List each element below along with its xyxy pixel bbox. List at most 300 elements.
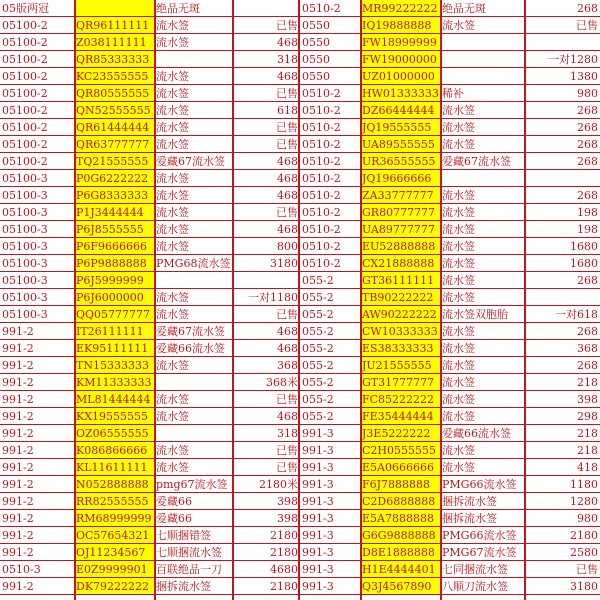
- description-cell: PMG67流水签: [442, 546, 517, 559]
- price-cell: 398: [277, 512, 298, 525]
- table-row: [0, 510, 600, 527]
- series-cell: 055-2: [302, 393, 334, 406]
- series-cell: 05100-3: [2, 240, 48, 253]
- price-cell: 2180: [570, 529, 598, 542]
- table-row: [0, 221, 600, 238]
- series-cell: 05100-3: [2, 308, 48, 321]
- price-cell: 218: [577, 427, 598, 440]
- description-cell: 流水签: [442, 138, 475, 151]
- serial-number-cell: E5A0666666: [360, 459, 440, 476]
- table-row: [0, 493, 600, 510]
- serial-number-cell: TN15333333: [74, 357, 154, 374]
- serial-number-cell: P6J6000000: [74, 289, 154, 306]
- price-cell: 268: [577, 359, 598, 372]
- price-cell: 已售: [276, 308, 298, 321]
- description-cell: 流水签: [442, 19, 475, 32]
- description-cell: 绝品无斑: [442, 2, 486, 15]
- price-cell: 198: [577, 206, 598, 219]
- price-cell: 800: [277, 240, 298, 253]
- serial-number-cell: [74, 0, 154, 17]
- description-cell: 爱藏66: [156, 512, 192, 525]
- price-cell: 3180: [570, 580, 598, 593]
- table-row: [0, 204, 600, 221]
- price-cell: 468: [277, 70, 298, 83]
- price-cell: 468: [277, 155, 298, 168]
- price-cell: [232, 272, 300, 289]
- series-cell: 05100-2: [2, 121, 48, 134]
- serial-number-cell: QN52555555: [74, 102, 154, 119]
- column-divider: [440, 0, 442, 600]
- serial-number-cell: Q3J4567890: [360, 578, 440, 595]
- serial-number-cell: QR85333333: [74, 51, 154, 68]
- description-cell: 流水签: [156, 121, 189, 134]
- series-cell: 991-2: [2, 410, 34, 423]
- price-cell: 218: [577, 376, 598, 389]
- series-cell: 05100-3: [2, 172, 48, 185]
- description-cell: 流水签: [156, 138, 189, 151]
- series-cell: 05100-2: [2, 19, 48, 32]
- serial-number-cell: OZ06555555: [74, 425, 154, 442]
- price-cell: 4680: [270, 563, 298, 576]
- serial-number-cell: FW19000000: [360, 51, 440, 68]
- row-divider: [0, 594, 600, 595]
- serial-number-cell: UR36555555: [360, 153, 440, 170]
- description-cell: 流水签: [156, 172, 189, 185]
- price-cell: 已售: [276, 19, 298, 32]
- description-cell: 流水签: [442, 223, 475, 236]
- series-cell: 991-2: [2, 478, 34, 491]
- series-cell: 05100-2: [2, 70, 48, 83]
- serial-number-cell: HW01333333: [362, 87, 439, 100]
- price-cell: 468: [277, 189, 298, 202]
- table-row: [0, 85, 600, 102]
- serial-number-cell: P6P9888888: [74, 255, 154, 272]
- price-cell: 468: [277, 325, 298, 338]
- price-cell: 268: [577, 325, 598, 338]
- series-cell: 0550: [302, 19, 330, 32]
- price-cell: 318: [277, 427, 298, 440]
- table-row: [0, 68, 600, 85]
- price-cell: 268: [577, 2, 598, 15]
- price-cell: 368: [577, 342, 598, 355]
- table-row: [0, 17, 600, 34]
- series-cell: 0510-2: [302, 223, 341, 236]
- serial-number-cell: D8E1888888: [360, 544, 440, 561]
- description-cell: [440, 34, 524, 51]
- series-cell: 05100-2: [2, 87, 48, 100]
- table-row: [0, 272, 600, 289]
- description-cell: 百联绝品一刀: [156, 563, 222, 576]
- price-cell: 618: [277, 104, 298, 117]
- description-cell: 流水签: [156, 19, 189, 32]
- series-cell: 0510-2: [302, 104, 341, 117]
- series-cell: 0510-2: [302, 2, 341, 15]
- description-cell: 流水签: [156, 189, 189, 202]
- table-row: [0, 255, 600, 272]
- serial-number-cell: P6J8555555: [74, 221, 154, 238]
- description-cell: 爱藏67流水签: [156, 325, 225, 338]
- column-divider: [298, 0, 300, 600]
- serial-number-cell: P1J3444444: [74, 204, 154, 221]
- description-cell: 七顺捆流水签: [156, 546, 222, 559]
- table-row: [0, 306, 600, 323]
- description-cell: 捆拆流水签: [442, 495, 497, 508]
- table-row: [0, 34, 600, 51]
- description-cell: 七同捆流水签: [442, 563, 508, 576]
- price-cell: 268: [577, 189, 598, 202]
- table-row: [0, 527, 600, 544]
- price-cell: 318: [277, 53, 298, 66]
- description-cell: [440, 51, 524, 68]
- serial-number-cell: P6F9666666: [74, 238, 154, 255]
- serial-number-cell: EK95111111: [74, 340, 154, 357]
- price-cell: 1280: [570, 495, 598, 508]
- series-cell: 05100-3: [2, 189, 48, 202]
- serial-number-cell: KM11333333: [74, 374, 154, 391]
- price-cell: 368米: [266, 376, 298, 389]
- column-divider: [524, 0, 526, 600]
- table-row: [0, 136, 600, 153]
- series-cell: 991-2: [2, 546, 34, 559]
- description-cell: 流水签: [156, 461, 189, 474]
- table-row: [0, 340, 600, 357]
- series-cell: 0510-3: [2, 563, 41, 576]
- serial-number-cell: GT31777777: [360, 374, 440, 391]
- description-cell: [440, 170, 524, 187]
- description-cell: PMG66流水签: [442, 478, 517, 491]
- series-cell: 991-3: [302, 529, 334, 542]
- serial-number-cell: OJ11234567: [74, 544, 154, 561]
- description-cell: 流水签: [156, 70, 189, 83]
- description-cell: 流水签: [442, 325, 475, 338]
- serial-number-cell: P6J5999999: [74, 272, 154, 289]
- serial-number-cell: FC85222222: [360, 391, 440, 408]
- table-row: [0, 170, 600, 187]
- description-cell: 流水签: [156, 359, 189, 372]
- table-row: [0, 476, 600, 493]
- description-cell: PMG68流水签: [156, 257, 231, 270]
- serial-number-cell: N052888888: [74, 476, 154, 493]
- description-cell: pmg67流水签: [156, 478, 228, 491]
- description-cell: 流水签: [442, 240, 475, 253]
- price-cell: [524, 289, 600, 306]
- series-cell: 05100-3: [2, 223, 48, 236]
- series-cell: 991-2: [2, 444, 34, 457]
- series-cell: 05版两冠: [2, 2, 49, 15]
- description-cell: 流水签: [442, 291, 475, 304]
- series-cell: 991-3: [302, 563, 334, 576]
- price-cell: 已售: [276, 461, 298, 474]
- description-cell: 流水签: [442, 274, 475, 287]
- description-cell: 捆拆流水签: [442, 512, 497, 525]
- description-cell: 流水签: [442, 104, 475, 117]
- series-cell: 991-3: [302, 580, 334, 593]
- serial-number-cell: QR63777777: [74, 136, 154, 153]
- serial-number-cell: RM68999999: [74, 510, 154, 527]
- table-row: [0, 119, 600, 136]
- series-cell: 0550: [302, 36, 330, 49]
- serial-number-cell: E5A7888888: [360, 510, 440, 527]
- serial-number-cell: IQ19888888: [360, 17, 440, 34]
- description-cell: 流水签: [156, 206, 189, 219]
- serial-number-cell: QR61444444: [74, 119, 154, 136]
- series-cell: 991-2: [2, 461, 34, 474]
- price-cell: 已售: [276, 444, 298, 457]
- series-cell: 05100-2: [2, 138, 48, 151]
- price-cell: 468: [277, 172, 298, 185]
- price-cell: 980: [577, 512, 598, 525]
- price-cell: 1680: [570, 257, 598, 270]
- series-cell: 991-3: [302, 546, 334, 559]
- series-cell: 991-2: [2, 529, 34, 542]
- series-cell: 991-3: [302, 512, 334, 525]
- series-cell: 0510-2: [302, 257, 341, 270]
- price-cell: 218: [577, 444, 598, 457]
- series-cell: 991-2: [2, 512, 34, 525]
- description-cell: 流水签: [156, 308, 189, 321]
- series-cell: 0510-2: [302, 121, 341, 134]
- series-cell: 055-2: [302, 342, 334, 355]
- serial-number-cell: E0Z9999901: [74, 561, 154, 578]
- price-cell: [232, 0, 300, 17]
- serial-number-cell: J3E5222222: [360, 425, 440, 442]
- description-cell: 流水签: [442, 206, 475, 219]
- series-cell: 055-2: [302, 291, 334, 304]
- serial-number-cell: C2H0555555: [360, 442, 440, 459]
- series-cell: 0510-2: [302, 155, 341, 168]
- serial-number-cell: FW18999999: [360, 34, 440, 51]
- series-cell: 05100-3: [2, 291, 48, 304]
- series-cell: 0510-2: [302, 206, 341, 219]
- description-cell: 流水签双胞胎: [442, 308, 508, 321]
- series-cell: 0510-2: [302, 240, 341, 253]
- description-cell: [154, 374, 232, 391]
- table-row: [0, 408, 600, 425]
- series-cell: 055-2: [302, 359, 334, 372]
- series-cell: 991-2: [2, 393, 34, 406]
- series-cell: 991-2: [2, 495, 34, 508]
- table-row: [0, 153, 600, 170]
- price-cell: 2180: [270, 580, 298, 593]
- serial-number-cell: QQ05777777: [74, 306, 154, 323]
- serial-number-cell: KX19555555: [74, 408, 154, 425]
- price-cell: 已售: [576, 19, 598, 32]
- table-row: [0, 357, 600, 374]
- description-cell: 爱藏66流水签: [442, 427, 511, 440]
- price-cell: 468: [277, 410, 298, 423]
- price-cell: 已售: [276, 393, 298, 406]
- price-cell: 468: [277, 36, 298, 49]
- price-cell: [524, 34, 600, 51]
- description-cell: 流水签: [442, 121, 475, 134]
- description-cell: [154, 425, 232, 442]
- description-cell: 流水签: [156, 444, 189, 457]
- table-row: [0, 238, 600, 255]
- price-cell: 一对1180: [248, 291, 298, 304]
- serial-number-cell: TB90222222: [360, 289, 440, 306]
- table-row: [0, 0, 600, 17]
- price-cell: 398: [277, 495, 298, 508]
- description-cell: 流水签: [156, 393, 189, 406]
- description-cell: 流水签: [156, 240, 189, 253]
- description-cell: 流水签: [442, 359, 475, 372]
- price-cell: 1380: [570, 70, 598, 83]
- series-cell: 991-2: [2, 580, 34, 593]
- series-cell: 055-2: [302, 410, 334, 423]
- column-divider: [74, 0, 76, 600]
- description-cell: [440, 68, 524, 85]
- serial-number-cell: CX21888888: [360, 255, 440, 272]
- table-row: [0, 374, 600, 391]
- price-cell: 2180: [270, 529, 298, 542]
- price-cell: 2180: [270, 546, 298, 559]
- serial-number-cell: ML81444444: [74, 391, 154, 408]
- serial-number-cell: GR80777777: [360, 204, 440, 221]
- description-cell: 爱藏67流水签: [442, 155, 511, 168]
- price-cell: 2580: [570, 546, 598, 559]
- price-cell: 2180米: [259, 478, 298, 491]
- price-cell: 468: [277, 342, 298, 355]
- price-cell: 298: [577, 410, 598, 423]
- serial-number-cell: CW10333333: [360, 323, 440, 340]
- series-cell: 05100-3: [2, 274, 48, 287]
- price-cell: 已售: [576, 563, 598, 576]
- price-cell: 268: [577, 138, 598, 151]
- price-cell: 418: [577, 461, 598, 474]
- price-cell: 468: [277, 223, 298, 236]
- serial-number-cell: ZA33777777: [360, 187, 440, 204]
- series-cell: 05100-2: [2, 53, 48, 66]
- series-cell: 0510-2: [302, 172, 341, 185]
- description-cell: 流水签: [156, 87, 189, 100]
- price-cell: 一对618: [555, 308, 598, 321]
- price-cell: 398: [577, 393, 598, 406]
- serial-number-cell: UZ01000000: [360, 68, 440, 85]
- column-divider: [154, 0, 156, 600]
- series-cell: 0510-2: [302, 189, 341, 202]
- table-row: [0, 102, 600, 119]
- description-cell: 流水签: [156, 104, 189, 117]
- table-row: [0, 578, 600, 595]
- serial-number-cell: UA89777777: [360, 221, 440, 238]
- description-cell: 爱藏66流水签: [156, 342, 225, 355]
- price-cell: 已售: [276, 87, 298, 100]
- description-cell: PMG66流水签: [442, 529, 517, 542]
- serial-number-cell: Z038111111: [74, 34, 154, 51]
- serial-number-cell: H1E4444401: [360, 561, 440, 578]
- description-cell: 流水签: [442, 393, 475, 406]
- serial-number-cell: JQ19555555: [360, 119, 440, 136]
- description-cell: 流水签: [156, 36, 189, 49]
- price-cell: 1180: [570, 478, 598, 491]
- price-cell: 一对1280: [548, 53, 598, 66]
- serial-number-cell: GT36111111: [360, 272, 440, 289]
- table-row: [0, 187, 600, 204]
- description-cell: 爱藏66: [156, 495, 192, 508]
- series-cell: 055-2: [302, 308, 334, 321]
- serial-number-cell: JQ19666666: [360, 170, 440, 187]
- series-cell: 0510-2: [302, 138, 341, 151]
- price-cell: 980: [577, 87, 598, 100]
- serial-number-cell: IT26111111: [74, 323, 154, 340]
- series-cell: 05100-2: [2, 155, 48, 168]
- serial-number-cell: C2D6888888: [360, 493, 440, 510]
- serial-number-cell: G6G9888888: [360, 527, 440, 544]
- price-cell: [524, 170, 600, 187]
- description-cell: 流水签: [156, 291, 189, 304]
- description-cell: 流水签: [442, 461, 475, 474]
- series-cell: 991-3: [302, 427, 334, 440]
- table-row: [0, 561, 600, 578]
- series-cell: 05100-3: [2, 257, 48, 270]
- description-cell: [154, 51, 232, 68]
- description-cell: 流水签: [442, 444, 475, 457]
- price-cell: 3180: [270, 257, 298, 270]
- serial-number-cell: KC23555555: [74, 68, 154, 85]
- description-cell: [154, 272, 232, 289]
- table-row: [0, 51, 600, 68]
- description-cell: 流水签: [442, 410, 475, 423]
- serial-number-cell: MR99222222: [360, 0, 440, 17]
- serial-number-cell: RR82555555: [74, 493, 154, 510]
- series-cell: 991-3: [302, 461, 334, 474]
- series-cell: 05100-2: [2, 36, 48, 49]
- series-cell: 0510-2: [302, 87, 341, 100]
- series-cell: 055-2: [302, 274, 334, 287]
- series-cell: 991-2: [2, 376, 34, 389]
- serial-number-cell: ES38333333: [360, 340, 440, 357]
- series-cell: 05100-3: [2, 206, 48, 219]
- price-cell: 1680: [570, 240, 598, 253]
- series-cell: 05100-2: [2, 104, 48, 117]
- description-cell: 流水签: [442, 342, 475, 355]
- serial-number-cell: K086866666: [74, 442, 154, 459]
- table-row: [0, 459, 600, 476]
- serial-number-cell: DZ66444444: [360, 102, 440, 119]
- series-cell: 991-2: [2, 359, 34, 372]
- table-row: [0, 323, 600, 340]
- description-cell: 七顺捆错签: [156, 529, 211, 542]
- series-cell: 991-3: [302, 478, 334, 491]
- serial-number-cell: FE35444444: [360, 408, 440, 425]
- series-cell: 991-2: [2, 342, 34, 355]
- serial-number-cell: OC57654321: [74, 527, 154, 544]
- description-cell: 绝品无斑: [156, 2, 200, 15]
- serial-number-cell: AW90222222: [360, 306, 440, 323]
- serial-number-cell: JU21555555: [360, 357, 440, 374]
- description-cell: 流水签: [156, 223, 189, 236]
- price-cell: 268: [577, 274, 598, 287]
- series-cell: 991-3: [302, 444, 334, 457]
- series-cell: 991-2: [2, 325, 34, 338]
- table-row: [0, 289, 600, 306]
- serial-number-cell: QR80555555: [74, 85, 154, 102]
- table-row: [0, 442, 600, 459]
- serial-number-cell: UA89555555: [360, 136, 440, 153]
- price-cell: 已售: [276, 138, 298, 151]
- series-cell: 055-2: [302, 376, 334, 389]
- table-row: [0, 425, 600, 442]
- price-cell: 368: [277, 359, 298, 372]
- price-cell: 268: [577, 121, 598, 134]
- description-cell: 流水签: [442, 257, 475, 270]
- price-cell: 已售: [276, 206, 298, 219]
- description-cell: 稀补: [442, 87, 464, 100]
- series-cell: 991-3: [302, 495, 334, 508]
- series-cell: 0550: [302, 70, 330, 83]
- serial-number-cell: EU52888888: [360, 238, 440, 255]
- description-cell: 捆拆流水签: [156, 580, 211, 593]
